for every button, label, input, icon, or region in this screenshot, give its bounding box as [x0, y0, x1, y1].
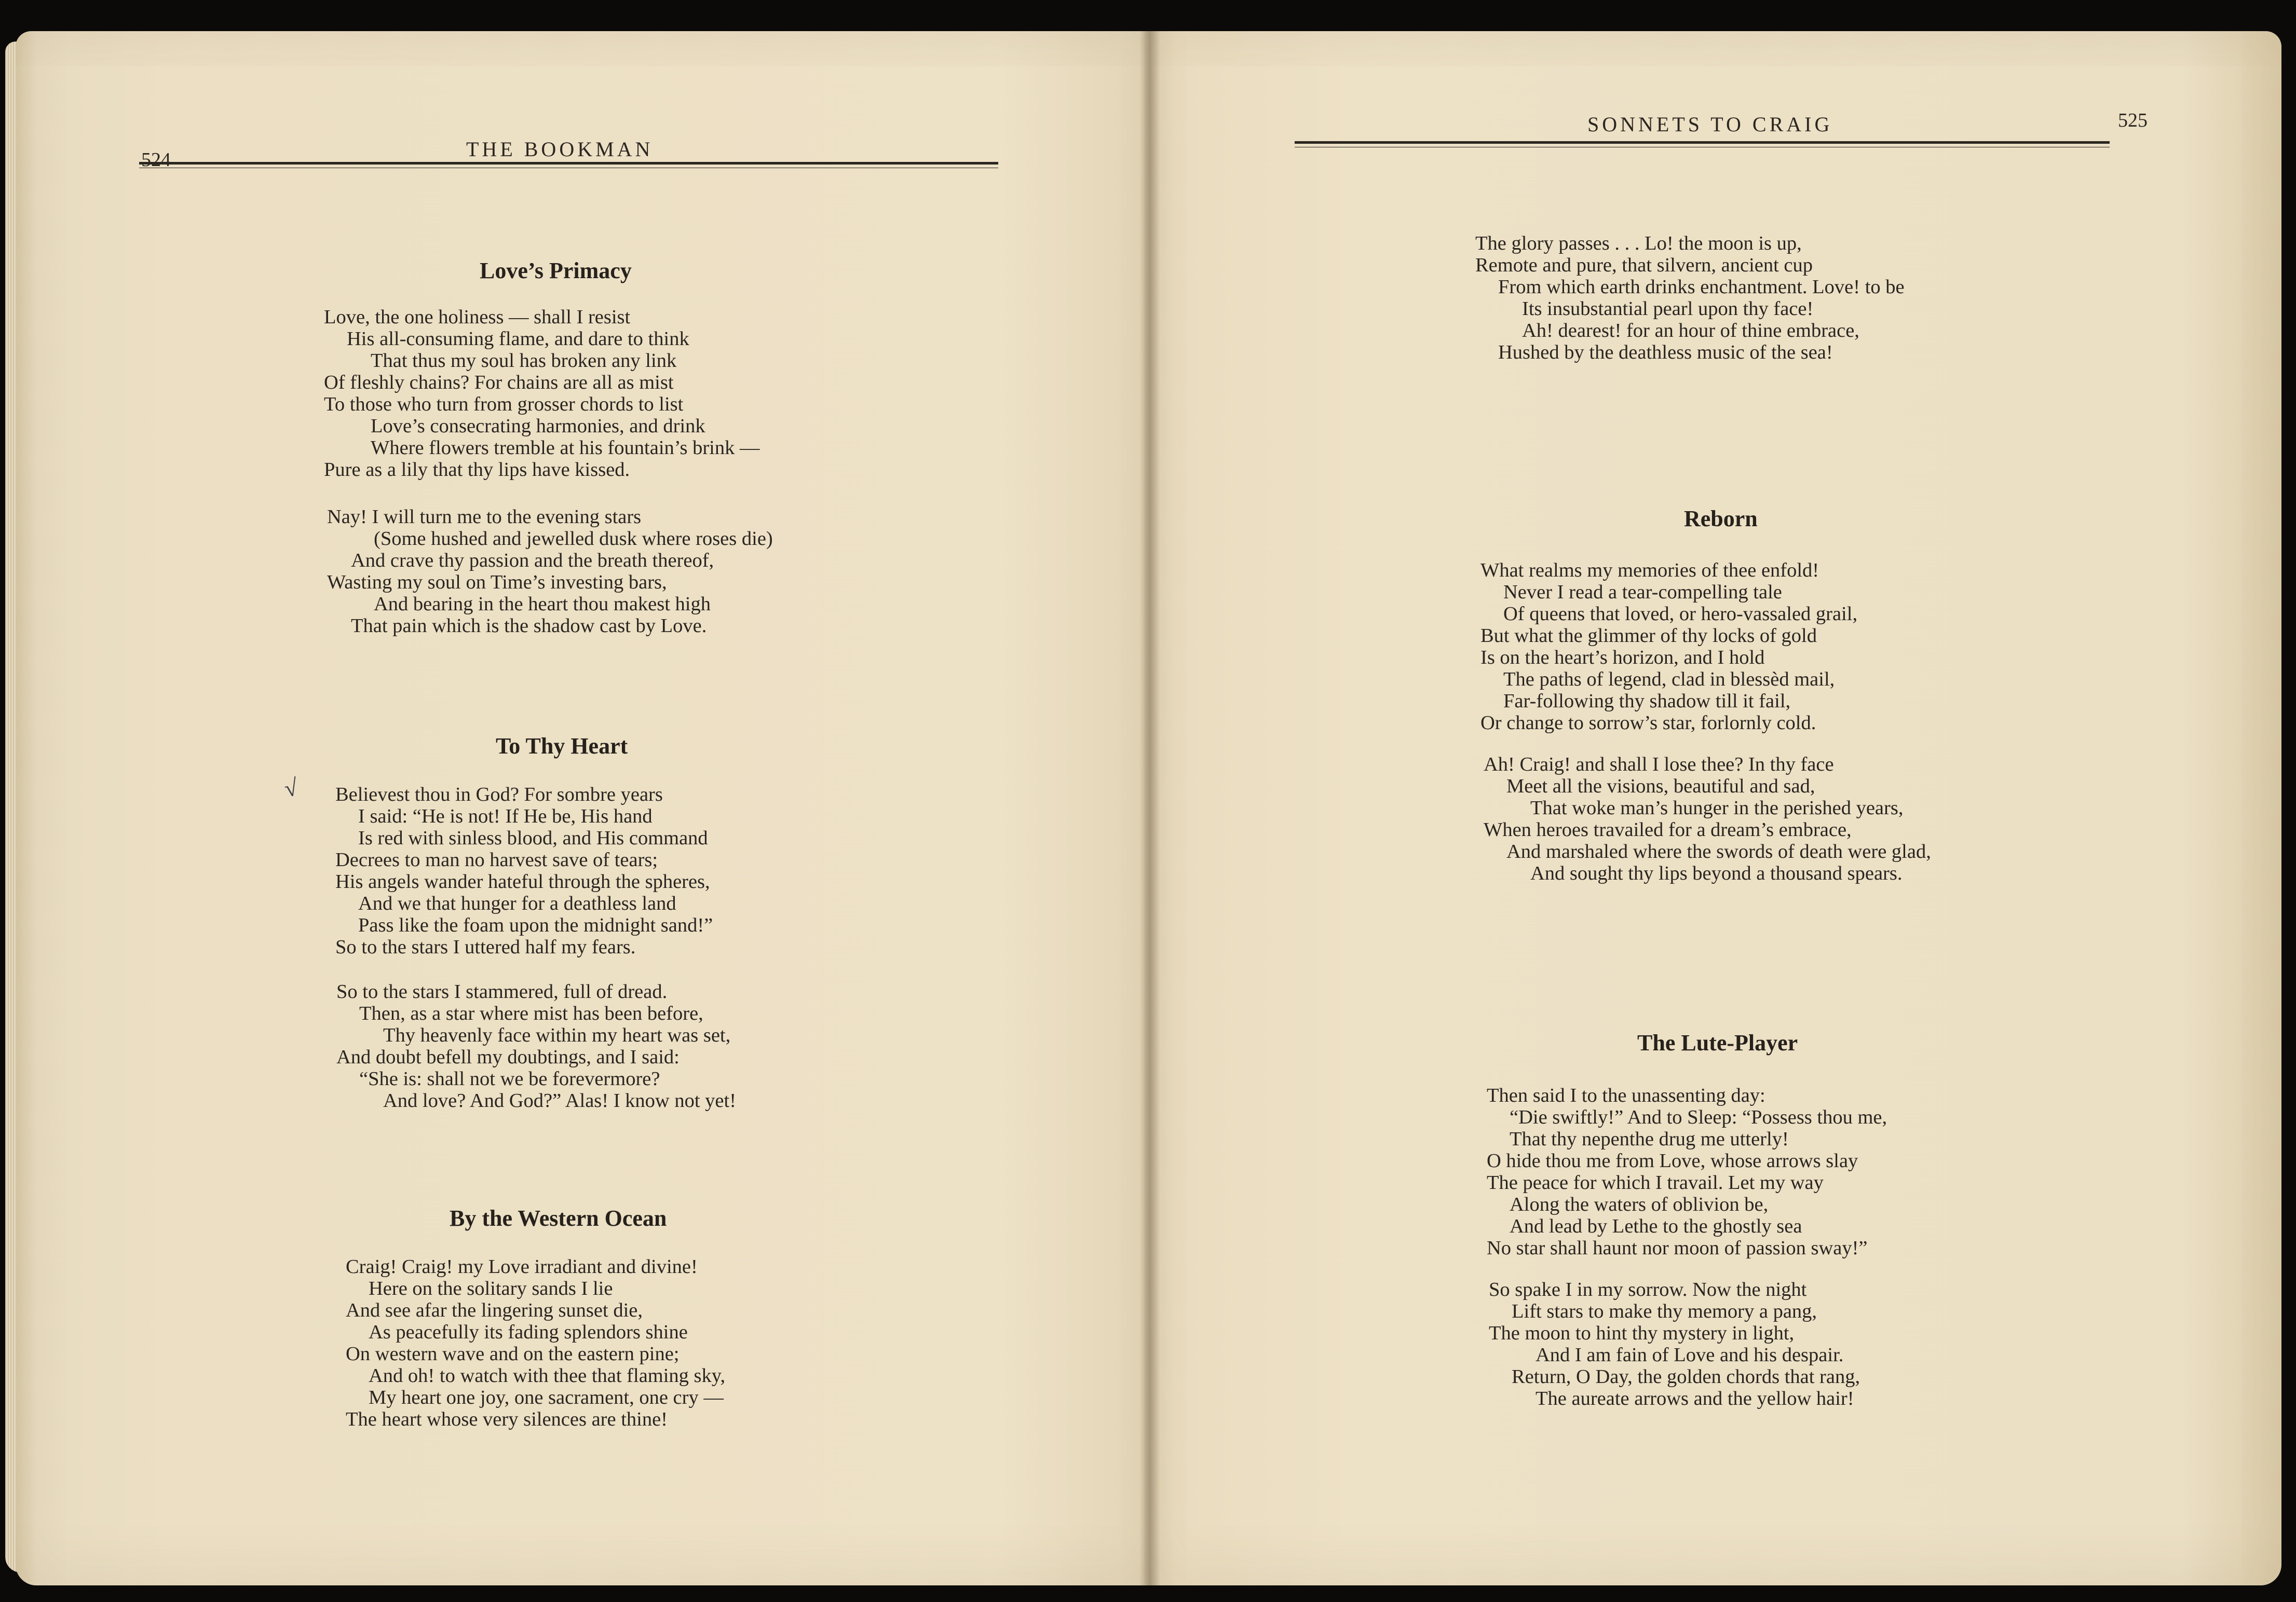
poem-title-reborn: Reborn [1684, 506, 1758, 531]
poem-line: The moon to hint thy mystery in light, [1489, 1322, 1795, 1344]
poem-line: His angels wander hateful through the spheres, [335, 871, 710, 893]
poem-line: The peace for which I travail. Let my way [1487, 1172, 1824, 1194]
poem-line: Love, the one holiness — shall I resist [324, 306, 631, 328]
poem-title-to-thy-heart: To Thy Heart [496, 733, 628, 759]
stanza [346, 1256, 725, 1430]
stanza [324, 306, 759, 481]
poem-line: And marshaled where the swords of death were glad, [1506, 841, 1931, 862]
poem-line: Lift stars to make thy memory a pang, [1512, 1300, 1817, 1322]
poem-line: And I am fain of Love and his despair. [1536, 1344, 1844, 1366]
poem-line: So to the stars I stammered, full of dread. [336, 981, 668, 1003]
poem-title-the-lute-player: The Lute-Player [1637, 1030, 1798, 1056]
poem-line: From which earth drinks enchantment. Love! to be [1498, 276, 1905, 298]
poem-line: What realms my memories of thee enfold! [1480, 559, 1819, 581]
stanza [327, 506, 773, 637]
poem-line: And oh! to watch with thee that flaming sky, [369, 1365, 726, 1387]
poem-line: The paths of legend, clad in blessèd mail, [1503, 668, 1835, 690]
poem-line: Or change to sorrow’s star, forlornly cold. [1480, 712, 1816, 734]
poem-line: “She is: shall not we be forevermore? [359, 1068, 660, 1090]
poem-line: That woke man’s hunger in the perished years, [1530, 797, 1904, 819]
poem-line: Of queens that loved, or hero-vassaled grail, [1503, 603, 1858, 625]
poem-line: And doubt befell my doubtings, and I said: [336, 1046, 680, 1068]
poem-title-by-the-western-ocean: By the Western Ocean [450, 1206, 667, 1231]
poem-line: That thy nepenthe drug me utterly! [1510, 1128, 1789, 1150]
poem-line: (Some hushed and jewelled dusk where roses die) [374, 528, 773, 550]
poem-line: Remote and pure, that silvern, ancient cup [1475, 254, 1813, 276]
poem-line: The glory passes . . . Lo! the moon is up, [1475, 232, 1802, 254]
poem-line: My heart one joy, one sacrament, one cry — [369, 1387, 724, 1408]
poem-line: Hushed by the deathless music of the sea! [1498, 341, 1833, 363]
right-header-rule [1295, 141, 2110, 144]
right-page-number: 525 [2118, 109, 2148, 131]
poem-line: As peacefully its fading splendors shine [369, 1321, 688, 1343]
stanza [1480, 559, 1857, 734]
poem-line: I said: “He is not! If He be, His hand [358, 805, 653, 827]
poem-line: And bearing in the heart thou makest high [374, 593, 711, 615]
poem-title-loves-primacy: Love’s Primacy [480, 258, 632, 283]
poem-line: Then, as a star where mist has been before, [359, 1003, 703, 1024]
poem-line: Where flowers tremble at his fountain’s brink — [371, 437, 760, 459]
poem-line: His all-consuming flame, and dare to think [347, 328, 689, 350]
book-gutter [1139, 31, 1160, 1585]
poem-line: Along the waters of oblivion be, [1510, 1194, 1769, 1215]
poem-line: Ah! Craig! and shall I lose thee? In thy face [1484, 754, 1834, 775]
poem-line: Return, O Day, the golden chords that rang, [1512, 1366, 1860, 1388]
poem-line: And we that hunger for a deathless land [358, 893, 676, 914]
stanza [1484, 754, 1931, 884]
stanza [1487, 1085, 1887, 1259]
left-running-title: THE BOOKMAN [466, 138, 654, 161]
poem-line: The heart whose very silences are thine! [346, 1408, 668, 1430]
poem-line: Wasting my soul on Time’s investing bars, [327, 571, 667, 593]
poem-line: Ah! dearest! for an hour of thine embrace, [1522, 320, 1859, 341]
left-header-rule [139, 162, 998, 165]
poem-line: Meet all the visions, beautiful and sad, [1506, 775, 1815, 797]
poem-line: That thus my soul has broken any link [371, 350, 677, 372]
poem-line: Its insubstantial pearl upon thy face! [1522, 298, 1814, 320]
poem-line: Pass like the foam upon the midnight sand!” [358, 914, 713, 936]
stanza [336, 981, 736, 1112]
poem-line: And sought thy lips beyond a thousand spears. [1530, 862, 1903, 884]
poem-line: Far-following thy shadow till it fail, [1503, 690, 1791, 712]
poem-line: Then said I to the unassenting day: [1487, 1085, 1765, 1106]
poem-line: To those who turn from grosser chords to list [324, 393, 684, 415]
poem-line: O hide thou me from Love, whose arrows slay [1487, 1150, 1858, 1172]
poem-line: The aureate arrows and the yellow hair! [1536, 1388, 1854, 1409]
poem-line: But what the glimmer of thy locks of gold [1480, 625, 1817, 647]
poem-line: And lead by Lethe to the ghostly sea [1510, 1215, 1802, 1237]
poem-line: Never I read a tear-compelling tale [1503, 581, 1782, 603]
poem-line: So to the stars I uttered half my fears. [335, 936, 636, 958]
poem-line: When heroes travailed for a dream’s embrace, [1484, 819, 1852, 841]
pencil-check-mark: √ [282, 774, 300, 802]
poem-line: On western wave and on the eastern pine; [346, 1343, 680, 1365]
poem-line: Thy heavenly face within my heart was set, [383, 1024, 731, 1046]
stanza [335, 784, 713, 958]
poem-line: Believest thou in God? For sombre years [335, 784, 663, 805]
poem-line: And see afar the lingering sunset die, [346, 1299, 643, 1321]
poem-line: Is on the heart’s horizon, and I hold [1480, 647, 1765, 668]
right-running-title: SONNETS TO CRAIG [1587, 113, 1833, 136]
poem-line: Here on the solitary sands I lie [369, 1278, 613, 1299]
poem-line: Of fleshly chains? For chains are all as mist [324, 372, 674, 393]
poem-line: So spake I in my sorrow. Now the night [1489, 1279, 1807, 1300]
left-page-number: 524 [141, 149, 171, 171]
poem-line: That pain which is the shadow cast by Love. [351, 615, 707, 637]
poem-line: Is red with sinless blood, and His command [358, 827, 708, 849]
continuation-stanza [1475, 232, 1905, 363]
poem-line: Decrees to man no harvest save of tears; [335, 849, 658, 871]
poem-line: Nay! I will turn me to the evening stars [327, 506, 642, 528]
poem-line: Pure as a lily that thy lips have kissed. [324, 459, 630, 481]
poem-line: “Die swiftly!” And to Sleep: “Possess thou me, [1510, 1106, 1887, 1128]
poem-line: Craig! Craig! my Love irradiant and divine! [346, 1256, 698, 1278]
poem-line: Love’s consecrating harmonies, and drink [371, 415, 705, 437]
stanza [1489, 1279, 1860, 1409]
poem-line: And crave thy passion and the breath thereof, [351, 550, 714, 571]
poem-line: And love? And God?” Alas! I know not yet! [383, 1090, 737, 1112]
poem-line: No star shall haunt nor moon of passion sway!” [1487, 1237, 1868, 1259]
